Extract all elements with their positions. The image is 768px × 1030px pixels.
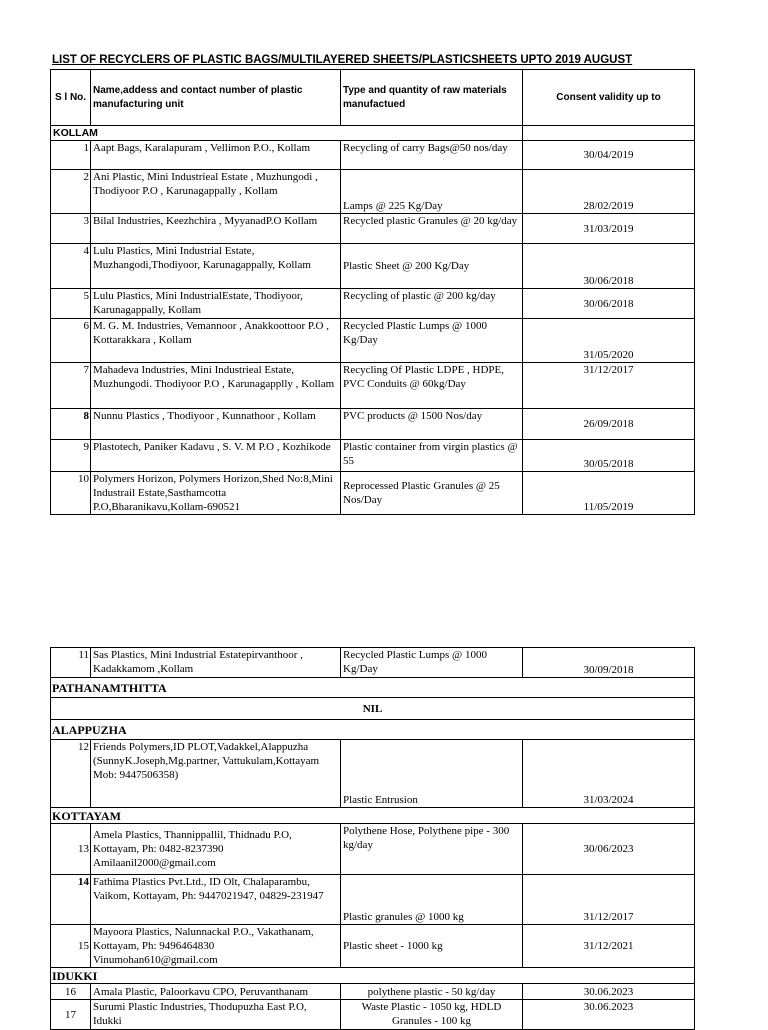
recyclers-table-part-1 xyxy=(50,69,695,515)
row-sl: 13 xyxy=(51,824,91,875)
section-row-alappuzha xyxy=(51,720,695,740)
table-row xyxy=(51,824,695,875)
row-type: Recycled Plastic Lumps @ 1000 Kg/Day xyxy=(341,648,523,678)
row-name: Amala Plastic, Paloorkavu CPO, Peruvanthanam xyxy=(91,984,341,1000)
header-sl-no: S l No. xyxy=(51,70,91,126)
row-validity: 31/12/2017 xyxy=(523,363,695,409)
pathanamthitta-nil: NIL xyxy=(51,698,695,720)
row-validity: 30.06.2023 xyxy=(523,984,695,1000)
row-type: Recycling of plastic @ 200 kg/day xyxy=(341,289,523,319)
table-row xyxy=(51,214,695,244)
section-kollam: KOLLAM xyxy=(51,126,523,141)
row-name: Fathima Plastics Pvt.Ltd., ID Olt, Chalaparambu, Vaikom, Kottayam, Ph: 9447021947, 04829-231947 xyxy=(91,875,341,925)
row-type: Plastic granules @ 1000 kg xyxy=(341,875,523,925)
row-validity: 30/06/2018 xyxy=(523,289,695,319)
row-sl: 7 xyxy=(51,363,91,409)
row-validity: 30/05/2018 xyxy=(523,440,695,472)
row-validity: 26/09/2018 xyxy=(523,409,695,440)
table-row xyxy=(51,141,695,170)
row-type: Plastic Sheet @ 200 Kg/Day xyxy=(341,244,523,289)
row-validity: 31/03/2024 xyxy=(523,740,695,808)
row-type: Plastic sheet - 1000 kg xyxy=(341,925,523,968)
row-sl: 10 xyxy=(51,472,91,515)
row-sl: 16 xyxy=(51,984,91,1000)
row-sl: 15 xyxy=(51,925,91,968)
row-sl: 11 xyxy=(51,648,91,678)
row-sl: 12 xyxy=(51,740,91,808)
table-row xyxy=(51,170,695,214)
table-row xyxy=(51,363,695,409)
row-validity: 31/12/2017 xyxy=(523,875,695,925)
section-row-idukki xyxy=(51,968,695,984)
row-validity: 30/04/2019 xyxy=(523,141,695,170)
row-type: Plastic container from virgin plastics @ 55 xyxy=(341,440,523,472)
table-row xyxy=(51,925,695,968)
section-alappuzha: ALAPPUZHA xyxy=(51,720,695,740)
row-sl: 2 xyxy=(51,170,91,214)
row-name: Polymers Horizon, Polymers Horizon,Shed No:8,Mini Industrail Estate,Sasthamcotta P.O,Bharanikavu,Kollam-690521 xyxy=(91,472,341,515)
row-type: polythene plastic - 50 kg/day xyxy=(341,984,523,1000)
row-sl: 14 xyxy=(51,875,91,925)
row-validity: 31/12/2021 xyxy=(523,925,695,968)
table-row xyxy=(51,440,695,472)
table-header-row xyxy=(51,70,695,126)
table-row xyxy=(51,648,695,678)
row-validity: 30/06/2023 xyxy=(523,824,695,875)
row-type: Recycling Of Plastic LDPE , HDPE, PVC Conduits @ 60kg/Day xyxy=(341,363,523,409)
row-sl: 8 xyxy=(51,409,91,440)
row-validity: 30/06/2018 xyxy=(523,244,695,289)
row-name: Friends Polymers,ID PLOT,Vadakkel,Alappuzha (SunnyK.Joseph,Mg.partner, Vattukulam,Kottayam Mob: 9447506358) xyxy=(91,740,341,808)
row-validity: 31/05/2020 xyxy=(523,319,695,363)
section-kottayam: KOTTAYAM xyxy=(51,808,695,824)
row-name: Sas Plastics, Mini Industrial Estatepirvanthoor , Kadakkamom ,Kollam xyxy=(91,648,341,678)
row-sl: 9 xyxy=(51,440,91,472)
row-validity: 30.06.2023 xyxy=(523,1000,695,1030)
row-name: Mahadeva Industries, Mini Industrieal Estate, Muzhungodi. Thodiyoor P.O , Karunagapplly , Kollam xyxy=(91,363,341,409)
row-validity: 30/09/2018 xyxy=(523,648,695,678)
document-title: LIST OF RECYCLERS OF PLASTIC BAGS/MULTILAYERED SHEETS/PLASTICSHEETS UPTO 2019 AUGUST xyxy=(52,54,633,66)
row-type: Recycling of carry Bags@50 nos/day xyxy=(341,141,523,170)
row-validity: 31/03/2019 xyxy=(523,214,695,244)
header-name: Name,addess and contact number of plastic manufacturing unit xyxy=(91,70,341,126)
row-name: Ani Plastic, Mini Industrieal Estate , Muzhungodi , Thodiyoor P.O , Karunagappally , Kollam xyxy=(91,170,341,214)
section-row-pathanamthitta xyxy=(51,678,695,698)
row-name: M. G. M. Industries, Vemannoor , Anakkoottoor P.O , Kottarakkara , Kollam xyxy=(91,319,341,363)
section-row-kollam xyxy=(51,126,695,141)
table-row xyxy=(51,472,695,515)
recyclers-table-part-2 xyxy=(50,647,695,1030)
nil-row xyxy=(51,698,695,720)
row-name: Surumi Plastic Industries, Thodupuzha East P.O, Idukki xyxy=(91,1000,341,1030)
row-type: Waste Plastic - 1050 kg, HDLD Granules - 100 kg xyxy=(341,1000,523,1030)
row-type: Lamps @ 225 Kg/Day xyxy=(341,170,523,214)
section-row-kottayam xyxy=(51,808,695,824)
row-sl: 3 xyxy=(51,214,91,244)
table-row xyxy=(51,409,695,440)
row-type: Recycled plastic Granules @ 20 kg/day xyxy=(341,214,523,244)
header-type: Type and quantity of raw materials manufactued xyxy=(341,70,523,126)
row-sl: 4 xyxy=(51,244,91,289)
row-name: Lulu Plastics, Mini IndustrialEstate, Thodiyoor, Karunagappally, Kollam xyxy=(91,289,341,319)
row-sl: 17 xyxy=(51,1000,91,1030)
section-idukki: IDUKKI xyxy=(51,968,695,984)
row-validity: 28/02/2019 xyxy=(523,170,695,214)
row-type: Recycled Plastic Lumps @ 1000 Kg/Day xyxy=(341,319,523,363)
row-name: Plastotech, Paniker Kadavu , S. V. M P.O , Kozhikode xyxy=(91,440,341,472)
row-type: Reprocessed Plastic Granules @ 25 Nos/Day xyxy=(341,472,523,515)
row-sl: 6 xyxy=(51,319,91,363)
table-row xyxy=(51,984,695,1000)
section-pathanamthitta: PATHANAMTHITTA xyxy=(51,678,695,698)
row-sl: 5 xyxy=(51,289,91,319)
row-name: Lulu Plastics, Mini Industrial Estate, Muzhangodi,Thodiyoor, Karunagappally, Kollam xyxy=(91,244,341,289)
table-row xyxy=(51,289,695,319)
row-type: Plastic Entrusion xyxy=(341,740,523,808)
table-row xyxy=(51,244,695,289)
row-type: PVC products @ 1500 Nos/day xyxy=(341,409,523,440)
table-row xyxy=(51,740,695,808)
row-validity: 11/05/2019 xyxy=(523,472,695,515)
row-type: Polythene Hose, Polythene pipe - 300 kg/day xyxy=(341,824,523,875)
row-name: Bilal Industries, Keezhchira , MyyanadP.O Kollam xyxy=(91,214,341,244)
row-name: Mayoora Plastics, Nalunnackal P.O., Vakathanam, Kottayam, Ph: 9496464830 Vinumohan610@gmail.com xyxy=(91,925,341,968)
row-name: Nunnu Plastics , Thodiyoor , Kunnathoor , Kollam xyxy=(91,409,341,440)
header-validity: Consent validity up to xyxy=(523,70,695,126)
row-name: Amela Plastics, Thannippallil, Thidnadu P.O, Kottayam, Ph: 0482-8237390 Amilaanil2000@gmail.com xyxy=(91,824,341,875)
row-sl: 1 xyxy=(51,141,91,170)
table-row xyxy=(51,875,695,925)
table-row xyxy=(51,1000,695,1030)
table-row xyxy=(51,319,695,363)
row-name: Aapt Bags, Karalapuram , Vellimon P.O., Kollam xyxy=(91,141,341,170)
